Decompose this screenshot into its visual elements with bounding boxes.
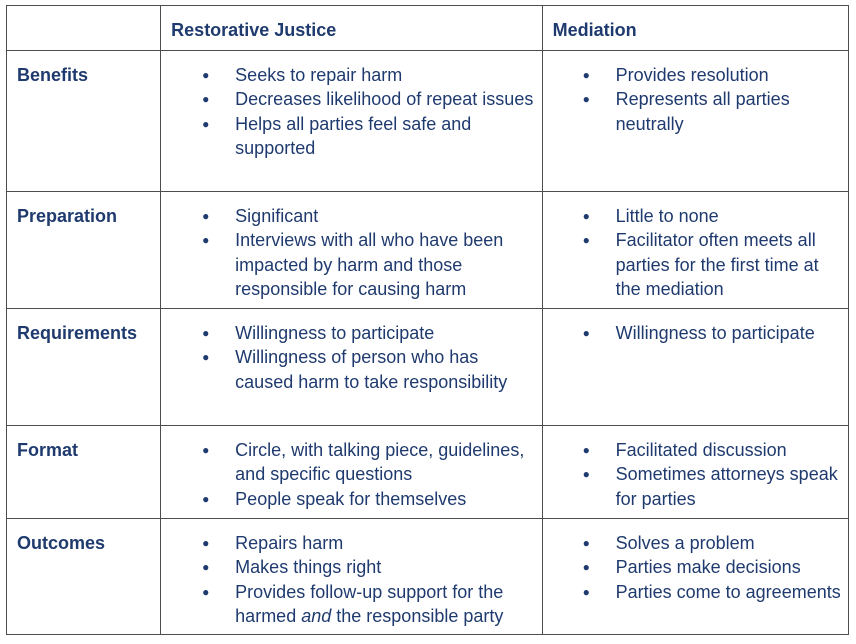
list-item: ● Represents all parties neutrally <box>616 87 842 136</box>
list-item: ● Significant <box>235 204 535 228</box>
header-restorative-justice: Restorative Justice <box>161 6 542 51</box>
header-mediation: Mediation <box>542 6 848 51</box>
table-row-requirements <box>7 309 849 426</box>
comparison-table <box>6 5 849 635</box>
list-item: ● Little to none <box>616 204 842 228</box>
table-row-format <box>7 426 849 519</box>
table-row-preparation <box>7 192 849 309</box>
list-item: ● Circle, with talking piece, guidelines, and specific questions <box>235 438 535 487</box>
cell-preparation-restorative <box>161 192 542 309</box>
cell-outcomes-mediation <box>542 519 848 635</box>
list-item: ● Willingness to participate <box>235 321 535 345</box>
list-item: ● Helps all parties feel safe and supported <box>235 112 535 161</box>
header-row <box>7 6 849 51</box>
list-item: ● Makes things right <box>235 555 535 579</box>
list-item-text: Provides follow-up support for the harmed <box>235 581 504 626</box>
list-item-text: the responsible party <box>331 605 504 626</box>
row-label-benefits: Benefits <box>7 51 161 192</box>
list-item: ● Seeks to repair harm <box>235 63 535 87</box>
list-item: ● Provides resolution <box>616 63 842 87</box>
table-row-benefits <box>7 51 849 192</box>
cell-preparation-mediation <box>542 192 848 309</box>
list-item <box>235 580 535 629</box>
list-item: ● Willingness of person who has caused harm to take responsibility <box>235 345 535 394</box>
list-item: ● Facilitator often meets all parties for the first time at the mediation <box>616 228 842 301</box>
table-row-outcomes <box>7 519 849 635</box>
list-item: ● Parties make decisions <box>616 555 842 579</box>
cell-outcomes-restorative <box>161 519 542 635</box>
list-item: ● Interviews with all who have been impacted by harm and those responsible for causing harm <box>235 228 535 301</box>
emphasis-text: and <box>301 605 332 626</box>
cell-benefits-mediation <box>542 51 848 192</box>
list-item: ● People speak for themselves <box>235 487 535 511</box>
row-label-preparation: Preparation <box>7 192 161 309</box>
cell-benefits-restorative <box>161 51 542 192</box>
list-item: ● Willingness to participate <box>616 321 842 345</box>
list-item: ● Repairs harm <box>235 531 535 555</box>
list-item: ● Sometimes attorneys speak for parties <box>616 462 842 511</box>
list-item: ● Solves a problem <box>616 531 842 555</box>
list-item: ● Facilitated discussion <box>616 438 842 462</box>
cell-format-mediation <box>542 426 848 519</box>
row-label-outcomes: Outcomes <box>7 519 161 635</box>
row-label-format: Format <box>7 426 161 519</box>
cell-requirements-mediation <box>542 309 848 426</box>
list-item: ● Parties come to agreements <box>616 580 842 604</box>
cell-format-restorative <box>161 426 542 519</box>
corner-cell <box>7 6 161 51</box>
cell-requirements-restorative <box>161 309 542 426</box>
list-item: ● Decreases likelihood of repeat issues <box>235 87 535 111</box>
row-label-requirements: Requirements <box>7 309 161 426</box>
